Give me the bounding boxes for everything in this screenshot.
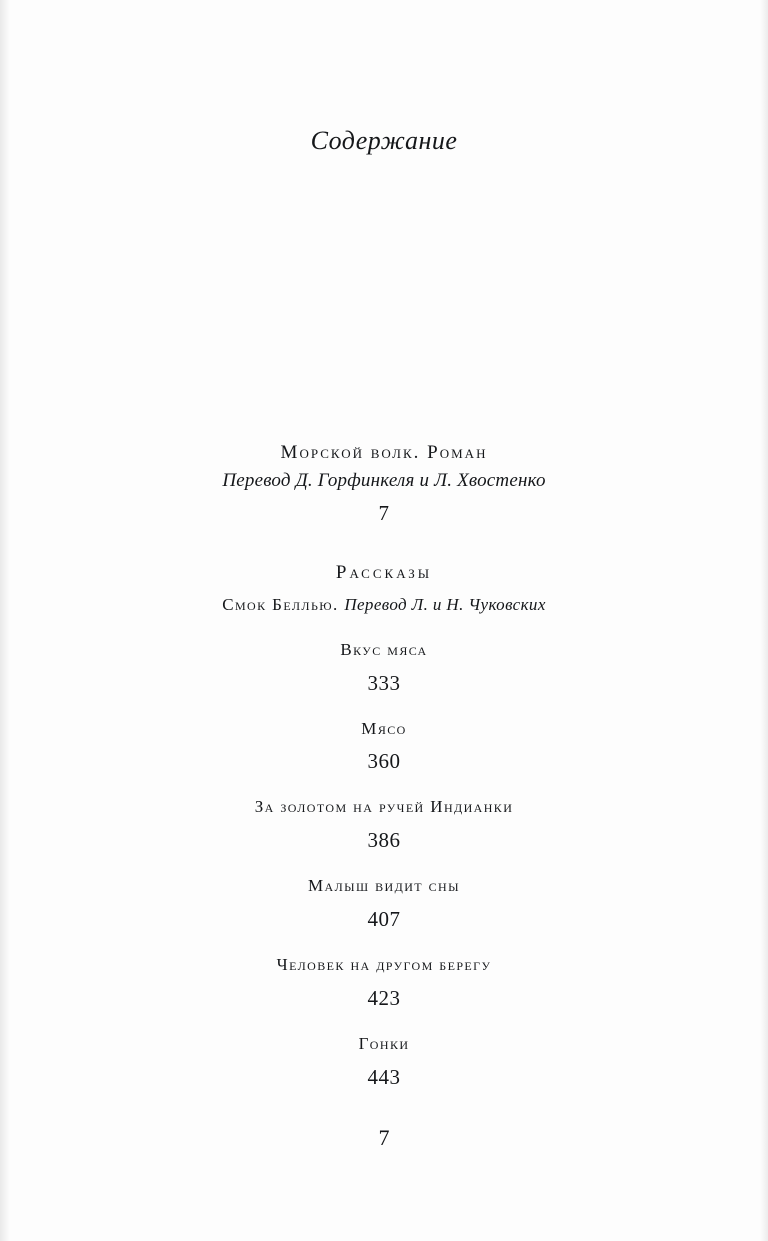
list-item — [0, 796, 768, 853]
story-page-number: 407 — [367, 907, 401, 932]
list-item — [0, 1033, 768, 1090]
list-item — [0, 875, 768, 932]
toc-entry-novel — [0, 440, 768, 526]
story-page-number: 333 — [367, 670, 401, 695]
list-item — [0, 718, 768, 775]
spacer — [0, 932, 768, 954]
story-page-number: 443 — [367, 1065, 401, 1090]
stories-section-label: Рассказы — [335, 561, 433, 583]
toc-section-stories — [0, 562, 768, 617]
table-of-contents — [0, 440, 768, 1090]
spacer — [0, 617, 768, 639]
collection-title: Смок Беллью. — [222, 594, 339, 614]
story-page-number: 360 — [367, 749, 401, 774]
story-title: За золотом на ручей Индианки — [254, 797, 514, 817]
story-title: Вкус мяса — [340, 639, 428, 659]
spacer — [0, 774, 768, 796]
story-title: Малыш видит сны — [308, 876, 460, 896]
novel-translator: Перевод Д. Горфинкеля и Л. Хвостенко — [222, 469, 546, 491]
collection-line — [0, 594, 768, 617]
list-item — [0, 954, 768, 1011]
story-page-number: 386 — [367, 828, 401, 853]
spacer — [0, 526, 768, 562]
folio-page-number: 7 — [378, 1125, 390, 1150]
story-page-number: 423 — [367, 986, 401, 1011]
collection-translator: Перевод Л. и Н. Чуковских — [344, 594, 546, 614]
page-title: Содержание — [310, 126, 458, 155]
spacer — [0, 696, 768, 718]
novel-title: Морской волк. Роман — [280, 442, 488, 463]
spacer — [0, 1011, 768, 1033]
story-title: Гонки — [358, 1034, 410, 1054]
story-title: Человек на другом берегу — [276, 955, 492, 975]
novel-page-number: 7 — [378, 500, 390, 525]
story-title: Мясо — [361, 718, 407, 738]
list-item — [0, 639, 768, 696]
spacer — [0, 853, 768, 875]
